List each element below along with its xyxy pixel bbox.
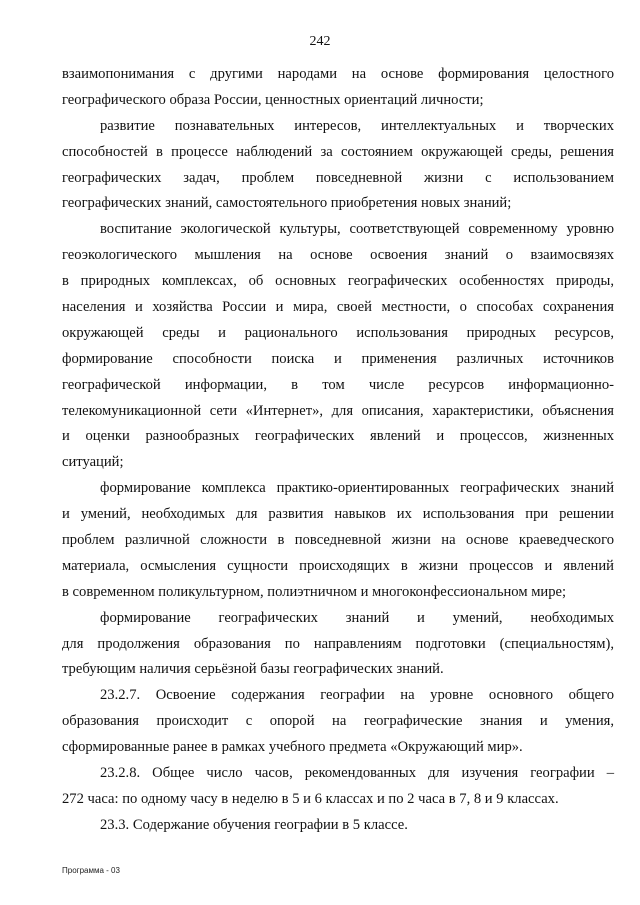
text-line: формирование географических знаний и умений, необходимых <box>100 609 614 626</box>
body-text <box>62 62 614 839</box>
text-line: воспитание экологической культуры, соответствующей современному уровню <box>100 221 614 238</box>
text-line: в современном поликультурном, полиэтничном и многоконфессиональном мире; <box>62 583 567 600</box>
text-line: географической информации, в том числе ресурсов информационно- <box>62 376 614 393</box>
text-line: географических задач, проблем повседневной жизни с использованием <box>62 169 614 186</box>
text-line: в природных комплексах, об основных географических особенностях природы, <box>62 273 614 290</box>
text-line: взаимопонимания с другими народами на основе формирования целостного <box>62 66 614 82</box>
footer-program-label: Программа - 03 <box>62 866 120 875</box>
text-line: 23.2.7. Освоение содержания географии на уровне основного общего <box>100 687 614 704</box>
text-line: географических знаний, самостоятельного приобретения новых знаний; <box>62 195 512 212</box>
text-line: окружающей среды и рационального использования природных ресурсов, <box>62 324 614 341</box>
text-line: для продолжения образования по направлениям подготовки (специальностям), <box>62 635 614 652</box>
text-line: ситуаций; <box>62 454 124 471</box>
text-line: сформированные ранее в рамках учебного предмета «Окружающий мир». <box>62 739 523 756</box>
text-line: и умений, необходимых для развития навыков их использования при решении <box>62 506 614 523</box>
text-line: и оценки разнообразных географических явлений и процессов, жизненных <box>62 428 614 445</box>
text-line: образования происходит с опорой на географические знания и умения, <box>62 713 614 730</box>
section-heading-line: 23.3. Содержание обучения географии в 5 классе. <box>100 816 408 833</box>
text-line: геоэкологического мышления на основе освоения знаний о взаимосвязях <box>62 247 614 264</box>
page-number: 242 <box>309 34 331 49</box>
text-line: развитие познавательных интересов, интеллектуальных и творческих <box>100 117 614 134</box>
text-line: формирование способности поиска и применения различных источников <box>62 350 614 367</box>
text-line: географического образа России, ценностных ориентаций личности; <box>62 91 484 108</box>
text-line: способностей в процессе наблюдений за состоянием окружающей среды, решения <box>62 143 614 160</box>
text-line: населения и хозяйства России и мира, своей местности, о способах сохранения <box>62 299 614 316</box>
text-line: 23.2.8. Общее число часов, рекомендованных для изучения географии – <box>100 765 614 782</box>
text-line: телекомуникационной сети «Интернет», для описания, характеристики, объяснения <box>62 402 614 419</box>
text-line: 272 часа: по одному часу в неделю в 5 и 6 классах и по 2 часа в 7, 8 и 9 классах. <box>62 790 559 807</box>
text-line: проблем различной сложности в повседневной жизни на основе краеведческого <box>62 532 614 549</box>
text-line: формирование комплекса практико-ориентированных географических знаний <box>100 480 614 497</box>
text-line: требующим наличия серьёзной базы географических знаний. <box>62 661 444 678</box>
text-line: материала, осмысления сущности происходящих в жизни процессов и явлений <box>62 557 614 574</box>
